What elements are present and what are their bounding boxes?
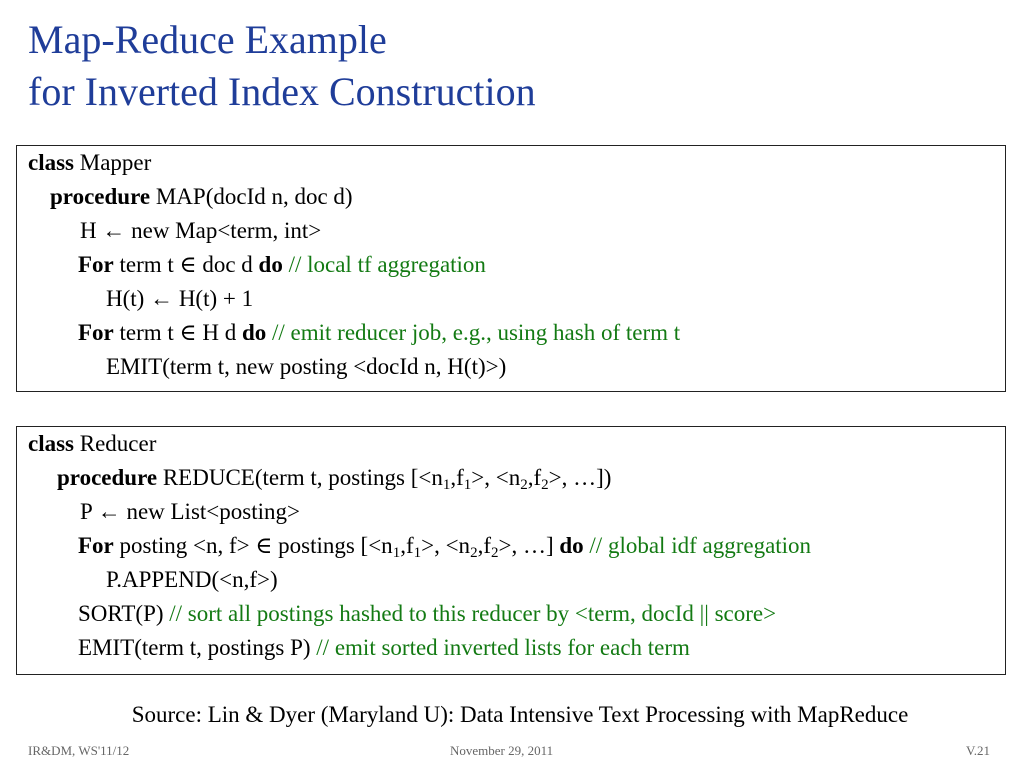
code-text: SORT(P) <box>78 601 170 626</box>
code-text: EMIT(term t, postings P) <box>78 635 317 660</box>
keyword: class <box>28 150 74 175</box>
code-text: REDUCE(term t, postings [<n <box>157 465 443 490</box>
reducer-line-append: P.APPEND(<n,f>) <box>106 567 278 592</box>
slide-title <box>28 14 1008 118</box>
code-text: ,f <box>477 533 491 558</box>
reducer-line-for-postings <box>78 531 811 561</box>
reducer-line-class <box>28 429 156 459</box>
reducer-line-emit <box>78 633 690 663</box>
code-text: term t ∈ H d <box>113 320 242 345</box>
subscript: 2 <box>541 477 549 493</box>
footer-date: November 29, 2011 <box>450 743 554 758</box>
keyword: For <box>78 320 114 345</box>
code-comment: // sort all postings hashed to this reducer by <term, docId || score> <box>169 601 777 626</box>
source-citation: Source: Lin & Dyer (Maryland U): Data Intensive Text Processing with MapReduce <box>131 702 909 727</box>
mapper-code-box <box>16 145 1006 392</box>
code-comment: // emit reducer job, e.g., using hash of term t <box>266 320 681 345</box>
code-text: >, …] <box>498 533 560 558</box>
reducer-line-procedure <box>57 463 611 493</box>
keyword: do <box>258 252 283 277</box>
subscript: 2 <box>520 477 528 493</box>
footer-course: IR&DM, WS'11/12 <box>28 743 130 758</box>
code-text: Mapper <box>74 150 152 175</box>
keyword: class <box>28 431 74 456</box>
mapper-line-for-doc <box>78 250 486 280</box>
mapper-line-emit: EMIT(term t, new posting <docId n, H(t)>) <box>106 354 507 379</box>
subscript: 1 <box>442 477 451 493</box>
code-text: posting <n, f> ∈ postings [<n <box>113 533 393 558</box>
subscript: 1 <box>392 545 401 561</box>
code-text: term t ∈ doc d <box>113 252 259 277</box>
keyword: For <box>78 252 114 277</box>
subscript: 2 <box>490 545 499 561</box>
code-comment: // emit sorted inverted lists for each term <box>316 635 690 660</box>
subscript: 2 <box>470 545 478 561</box>
subscript: 1 <box>463 477 472 493</box>
mapper-line-increment: H(t) ← H(t) + 1 <box>106 286 254 311</box>
mapper-line-for-h <box>78 318 680 348</box>
keyword: procedure <box>50 184 151 209</box>
code-text: ,f <box>400 533 414 558</box>
keyword: procedure <box>57 465 158 490</box>
mapper-line-class <box>28 148 151 178</box>
reducer-line-sort <box>78 599 776 629</box>
code-text: >, <n <box>421 533 471 558</box>
mapper-line-procedure <box>50 182 353 212</box>
title-line-2: for Inverted Index Construction <box>28 69 536 114</box>
mapper-line-new-map: H ← new Map<term, int> <box>80 218 322 243</box>
footer-slide-number: V.21 <box>966 743 990 758</box>
title-line-1: Map-Reduce Example <box>28 17 387 62</box>
code-text: >, <n <box>471 465 521 490</box>
subscript: 1 <box>413 545 422 561</box>
code-comment: // local tf aggregation <box>282 252 486 277</box>
code-text: >, …]) <box>548 465 612 490</box>
code-text: ,f <box>527 465 542 490</box>
code-text: MAP(docId n, doc d) <box>150 184 353 209</box>
code-text: Reducer <box>74 431 157 456</box>
reducer-code-box <box>16 426 1006 675</box>
keyword: For <box>78 533 114 558</box>
code-comment: // global idf aggregation <box>583 533 812 558</box>
keyword: do <box>241 320 267 345</box>
reducer-line-new-list: P ← new List<posting> <box>80 499 300 524</box>
keyword: do <box>559 533 584 558</box>
code-text: ,f <box>450 465 464 490</box>
